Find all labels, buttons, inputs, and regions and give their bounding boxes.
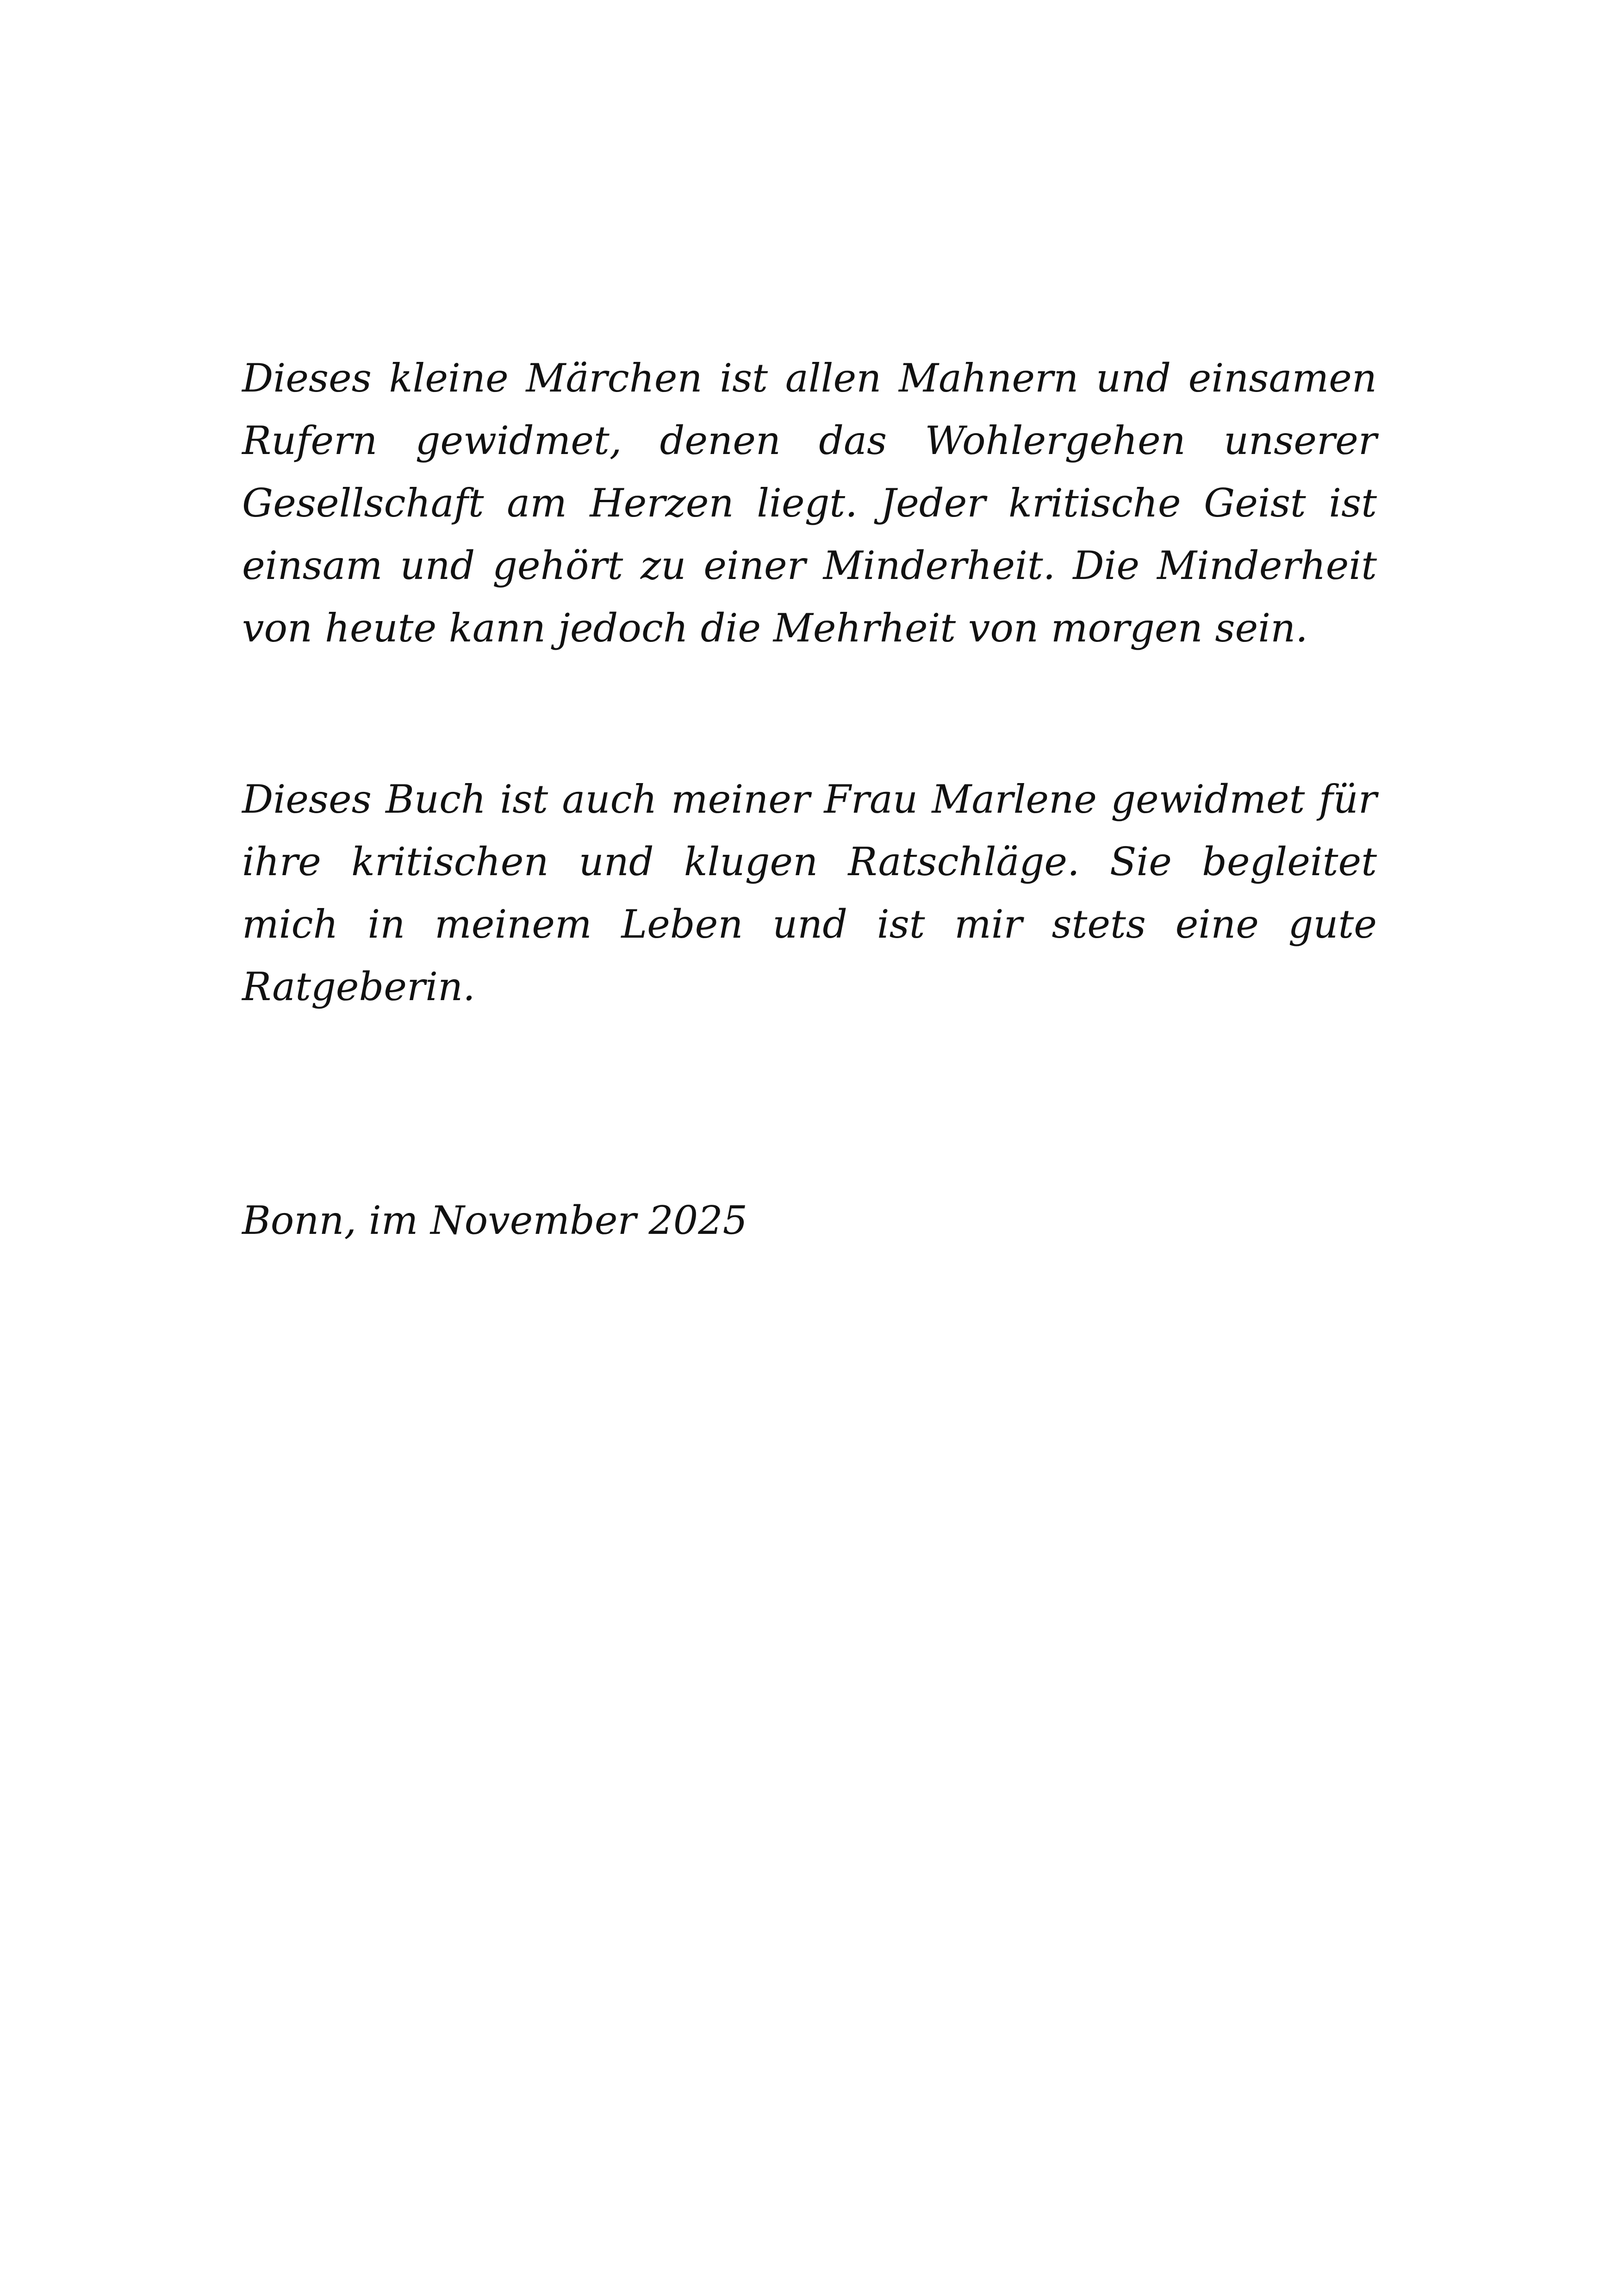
dedication-paragraph-2: Dieses Buch ist auch meiner Frau Marlene gewidmet für ihre kritischen und klugen Ratschläge. Sie begleitet mich in meinem Leben und ist mir stets eine gute Ratgeberin. <box>242 777 1377 1009</box>
dedication-paragraph-1: Dieses kleine Märchen ist allen Mahnern und einsamen Rufern gewidmet, denen das Wohlergehen unserer Gesellschaft am Herzen liegt. Jeder kritische Geist ist einsam und gehört zu einer Minderheit. Die Minderheit von heute kann jedoch die Mehrheit von morgen sein. <box>242 355 1377 651</box>
place-and-date: Bonn, im November 2025 <box>242 1198 748 1243</box>
dedication-text-block <box>242 347 1377 1252</box>
